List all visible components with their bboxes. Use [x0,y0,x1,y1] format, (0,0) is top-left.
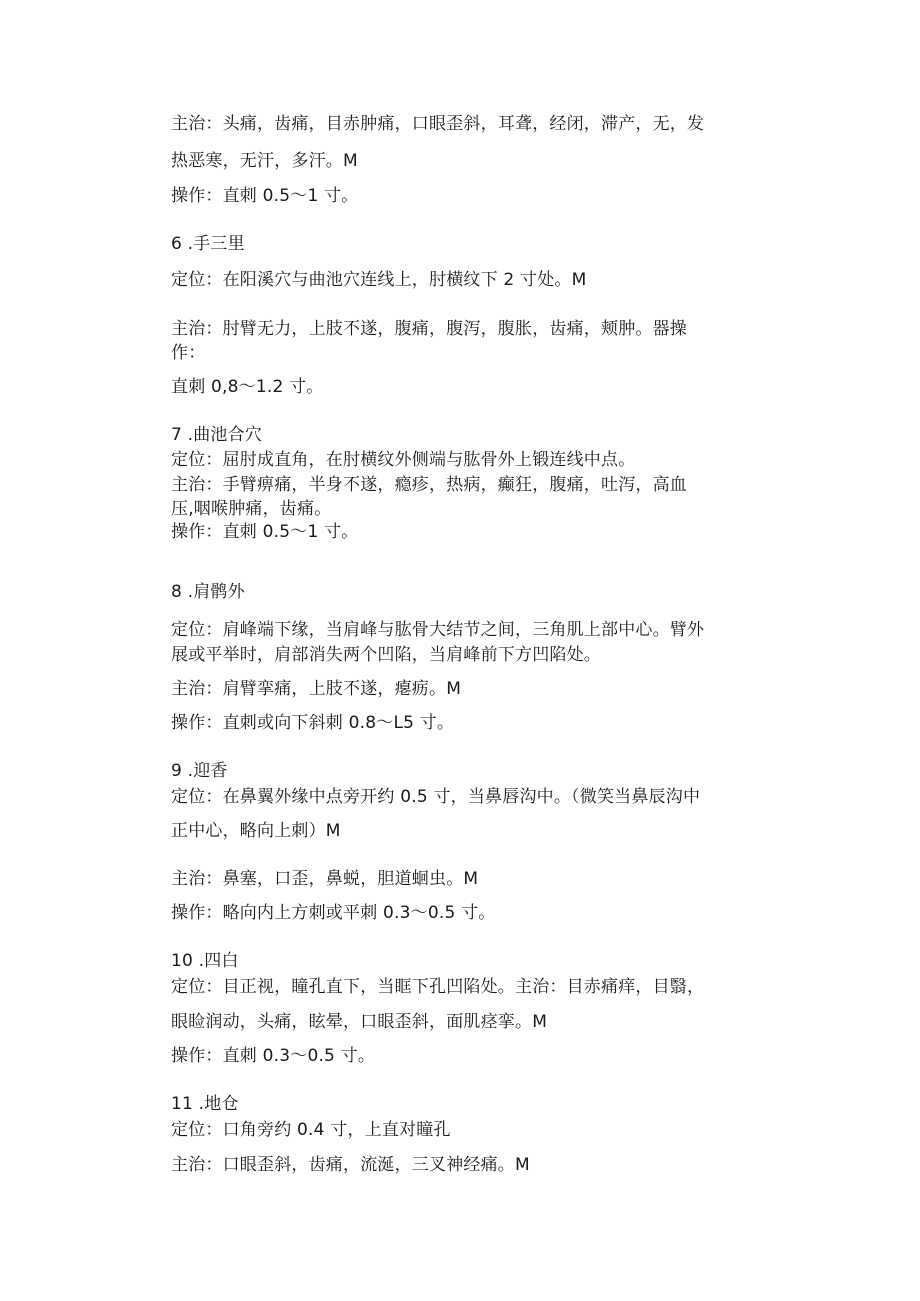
section-heading: 7 .曲池合穴 [171,425,263,445]
section-heading: 9 .迎香 [171,761,228,781]
text-line: 定位：屈肘成直角，在肘横纹外侧端与肱骨外上锻连线中点。 [171,450,636,470]
section-heading: 11 .地仓 [171,1094,239,1114]
text-line: 作： [171,343,206,363]
text-line: 直刺 0,8～1.2 寸。 [171,377,324,397]
text-line: 热恶寒，无汗，多汗。M [171,151,358,171]
text-line: 主治：手臂痹痛，半身不遂，瘾疹，热病，癫狂，腹痛，吐泻，高血 [171,475,687,495]
text-line: 定位：肩峰端下缘，当肩峰与肱骨大结节之间，三角肌上部中心。臂外 [171,620,705,640]
section-heading: 10 .四白 [171,951,239,971]
text-line: 主治：肘臂无力，上肢不遂，腹痛，腹泻，腹胀，齿痛，颊肿。器操 [171,319,687,339]
text-line: 操作：直刺或向下斜刺 0.8～L5 寸。 [171,713,455,733]
text-line: 操作：直刺 0.5～1 寸。 [171,186,359,206]
text-line: 正中心，略向上刺）M [171,821,341,841]
text-line: 主治：口眼歪斜，齿痛，流涎，三叉神经痛。M [171,1155,530,1175]
section-heading: 8 .肩鹘外 [171,582,245,602]
text-line: 主治：头痛，齿痛，目赤肿痛，口眼歪斜，耳聋，经闭，滞产，无，发 [171,114,705,134]
text-line: 眼睑润动，头痛，眩晕，口眼歪斜，面肌痉挛。M [171,1012,548,1032]
text-line: 压,咽喉肿痛，齿痛。 [171,499,332,519]
text-line: 定位：在鼻翼外缘中点旁开约 0.5 寸，当鼻唇沟中。（微笑当鼻辰沟中 [171,787,701,807]
text-line: 操作：直刺 0.5～1 寸。 [171,522,359,542]
text-line: 主治：肩臂挛痛，上肢不遂，瘪疬。M [171,679,462,699]
text-line: 定位：口角旁约 0.4 寸，上直对瞳孔 [171,1120,451,1140]
text-line: 操作：略向内上方刺或平刺 0.3～0.5 寸。 [171,903,496,923]
text-line: 定位：目正视，瞳孔直下，当眶下孔凹陷处。主治：目赤痛痒，目翳， [171,977,705,997]
text-line: 主治：鼻塞，口歪，鼻蜕，胆道蛔虫。M [171,869,479,889]
text-line: 展或平举时，肩部消失两个凹陷，当肩峰前下方凹陷处。 [171,645,601,665]
text-line: 操作：直刺 0.3～0.5 寸。 [171,1046,376,1066]
section-heading: 6 .手三里 [171,234,245,254]
text-line: 定位：在阳溪穴与曲池穴连线上，肘横纹下 2 寸处。M [171,270,587,290]
